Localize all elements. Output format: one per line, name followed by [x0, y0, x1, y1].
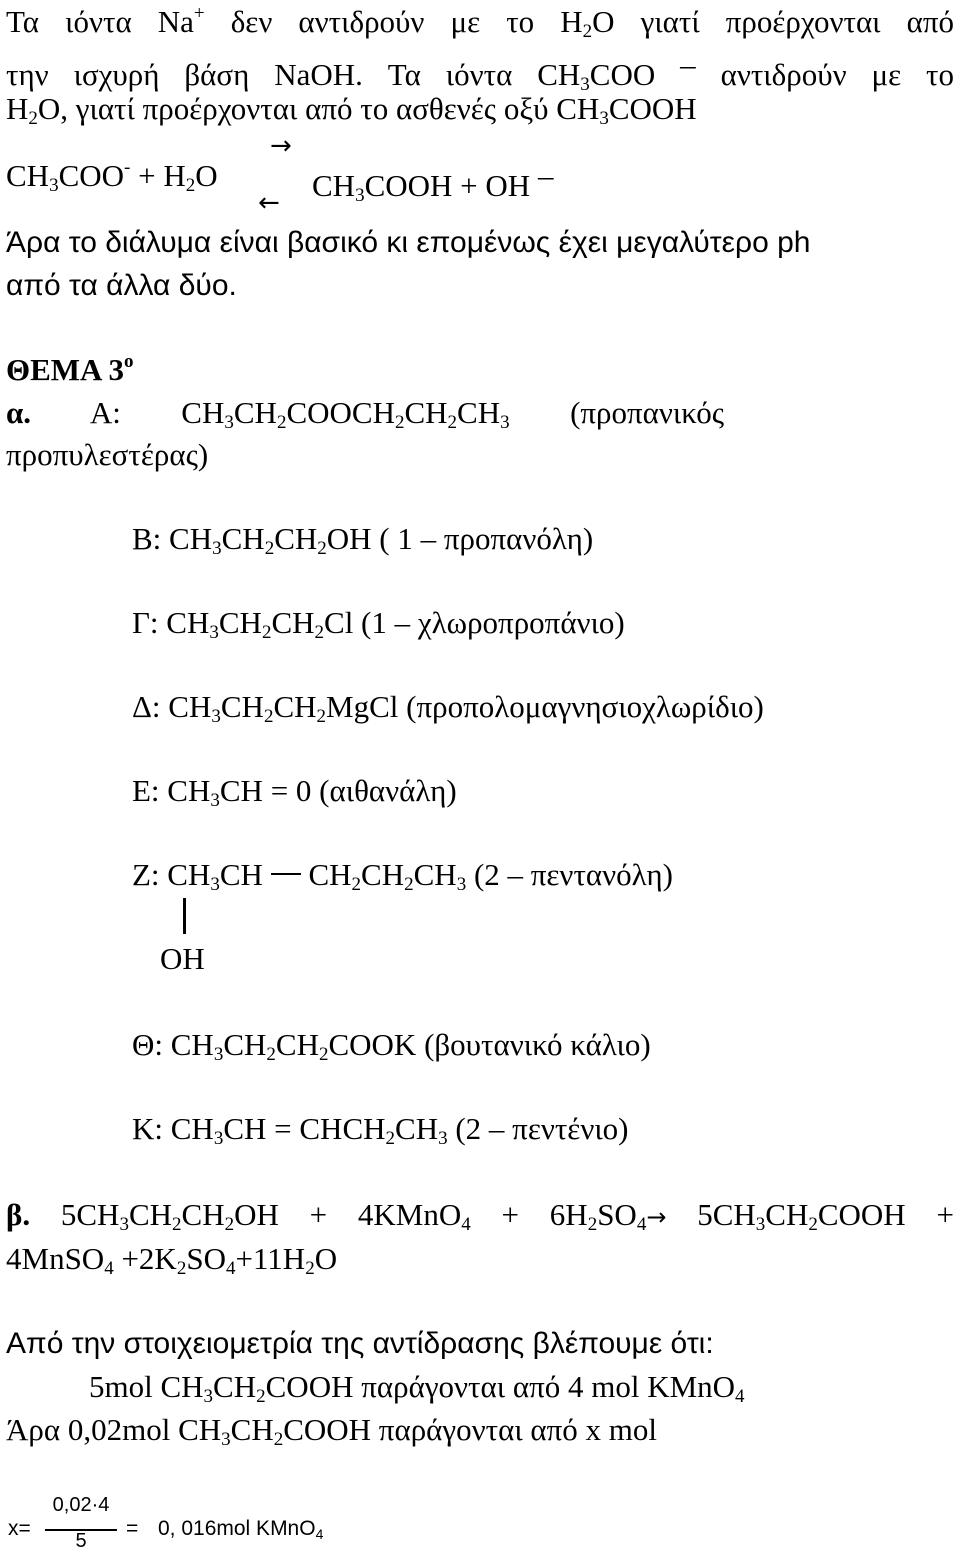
compound-D: Δ: $CH_3CH_2CH_2MgCl$ (προπολομαγνησιοχλωρίδιο) [132, 689, 764, 727]
compound-Z-oh: OH [160, 941, 205, 976]
stoich-intro: Από την στοιχειομετρία της αντίδρασης βλέπουμε ότι: [6, 1327, 714, 1360]
formula-lhs: x= [8, 1517, 31, 1540]
equilibrium-reactants: $CH_3COO^- + H_2O$ [6, 157, 218, 196]
formula-equals: = [126, 1517, 139, 1540]
equilibrium-products: $CH_3COOH$ + OH – [312, 158, 554, 206]
compound-K: Κ: $CH_3CH$ = $CHCH_2CH_3$ (2 – πεντένιο) [132, 1111, 629, 1149]
formula-numerator: 0,02·4 [52, 1494, 110, 1516]
text-line-1: Τα ιόντα Na+ δεν αντιδρούν με το $H_2O$ γιατί προέρχονται από [6, 3, 954, 42]
conclusion-line-2: από τα άλλα δύο. [6, 269, 237, 302]
stoich-line-1: 5mol $CH_3CH_2COOH$ παράγονται από 4 mol KMnO$_4$ [89, 1369, 745, 1407]
bond-line [271, 873, 301, 875]
reaction-line-2: 4MnSO$_4$ $+2K_2SO_4+11H_2O$ [6, 1241, 338, 1279]
text-line-2: την ισχυρή βάση NaOH. Τα ιόντα $CH_3COO$ – αντιδρούν με το [6, 47, 955, 95]
text-line-3: $H_2O$, γιατί προέρχονται από το ασθενές οξύ $CH_3COOH$ [6, 91, 697, 129]
reaction-line-1: β. $5CH_3CH_2CH_2OH$ + 4KMnO$_4$ + $6H_2SO_4\to$ $5CH_3CH_2COOH$ + [6, 1197, 954, 1235]
stoich-line-2: Άρα 0,02mol $CH_3CH_2COOH$ παράγονται από x mol [6, 1412, 658, 1450]
compound-B: Β: $CH_3CH_2CH_2OH$ ( 1 – προπανόλη) [132, 521, 594, 559]
formula-result: 0, 016mol KMnO$_4$ [158, 1517, 324, 1542]
compound-A-cont: προπυλεστέρας) [6, 437, 209, 472]
reaction-arrow-icon: → [646, 1203, 667, 1231]
compound-A: α. Α: $CH_3CH_2COOCH_2CH_2CH_3$ (προπανικός [6, 395, 724, 433]
arrow-left-icon: ← [258, 188, 280, 218]
formula-denominator: 5 [75, 1530, 87, 1552]
vertical-bond-line [183, 898, 186, 934]
compound-G: Γ: $CH_3CH_2CH_2Cl$ (1 – χλωροπροπάνιο) [132, 605, 625, 643]
compound-Z: Ζ: $CH_3CH$ $CH_2CH_2CH_3$ (2 – πεντανόλη) [132, 857, 673, 895]
arrow-right-icon: → [270, 131, 292, 161]
conclusion-line-1: Άρα το διάλυμα είναι βασικό κι επομένως έχει μεγαλύτερο ph [6, 226, 811, 259]
section-heading: ΘΕΜΑ $3^o$ [6, 351, 134, 387]
compound-TH: Θ: $CH_3CH_2CH_2COOK$ (βουτανικό κάλιο) [132, 1027, 651, 1065]
compound-E: Ε: $CH_3CH = 0$ (αιθανάλη) [132, 773, 457, 811]
